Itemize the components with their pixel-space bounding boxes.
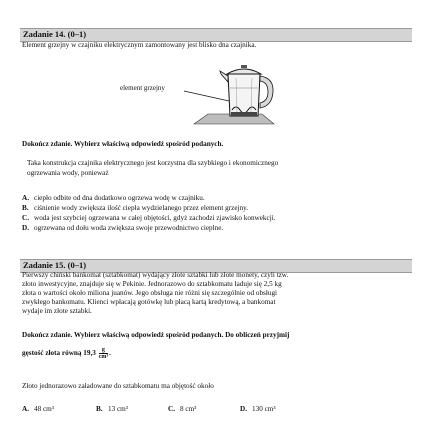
option-text: 130 cm³ <box>252 405 276 413</box>
option-letter: D. <box>22 224 29 232</box>
option-letter: D. <box>240 405 247 413</box>
option-text: ciśnienie wody zwiększa ilość ciepła wydzielanego przez element grzejny. <box>34 204 249 212</box>
task-14-option-b[interactable] <box>22 204 248 213</box>
option-letter: C. <box>22 214 29 222</box>
option-text: 48 cm³ <box>34 405 54 413</box>
option-text: ciepło odbite od dna dodatkowo ogrzewa wodę w czajniku. <box>34 194 205 202</box>
task-15-intro-line5: wydaje im złote sztabki. <box>22 307 92 315</box>
task-15-option-c[interactable] <box>168 405 196 414</box>
task-15-intro-line2: złoto inwestycyjne, znajduje się w Pekinie. Jednorazowo do sztabkomatu ładuje się 2,5 kg <box>22 280 282 288</box>
task-15-header: Zadanie 15. (0–1) <box>23 260 87 270</box>
task-15-stem: Złoto jednorazowo załadowane do sztabkomatu ma objętość około <box>22 382 214 390</box>
sentence-period: . <box>109 349 111 358</box>
option-letter: B. <box>96 405 103 413</box>
option-text: 13 cm³ <box>108 405 128 413</box>
option-letter: A. <box>22 194 29 202</box>
option-letter: A. <box>22 405 29 413</box>
option-text: woda jest szybciej ogrzewana w całej objętości, gdyż zachodzi zjawisko konwekcji. <box>34 214 276 222</box>
option-letter: B. <box>22 204 29 212</box>
task-14-header-bar <box>20 28 412 42</box>
figure-label: element grzejny <box>120 84 165 92</box>
density-text: gęstość złota równą 19,3 <box>22 349 96 358</box>
unit-numerator: g <box>99 347 108 354</box>
task-15-option-a[interactable] <box>22 405 54 414</box>
task-14-header: Zadanie 14. (0–1) <box>23 29 87 39</box>
kettle-figure <box>170 58 290 133</box>
density-unit <box>99 347 108 360</box>
task-15-instruction-line1: Dokończ zdanie. Wybierz właściwą odpowiedź spośród podanych. Do obliczeń przyjmij <box>22 331 290 339</box>
option-text: 8 cm³ <box>180 405 197 413</box>
task-14-stem-line1: Taka konstrukcja czajnika elektrycznego jest korzystna dla szybkiego i ekonomicznego <box>27 159 279 167</box>
task-14-stem-line2: ogrzewania wody, ponieważ <box>27 169 109 177</box>
task-15-intro-line4: zwykłego bankomatu. Klienci wpłacają gotówkę lub płacą kartą kredytową, a bankomat <box>22 298 276 306</box>
task-15-option-b[interactable] <box>96 405 128 414</box>
task-15-instruction-line2 <box>22 347 111 360</box>
task-14-option-c[interactable] <box>22 214 276 223</box>
task-14-option-a[interactable] <box>22 194 205 203</box>
option-letter: C. <box>168 405 175 413</box>
task-15-intro-line3: złota o wartości około miliona juanów. Jego obsługa nie różni się szczególnie od obsługi <box>22 289 278 297</box>
option-text: ogrzewana od dołu woda zwiększa swoje przewodnictwo cieplne. <box>34 224 224 232</box>
task-15-intro-line1: Pierwszy chiński bankomat (sztabkomat) wydający złote sztabki lub złote monety, czyli tzw. <box>22 271 289 279</box>
task-15-option-d[interactable] <box>240 405 276 414</box>
unit-denominator: cm³ <box>98 354 109 360</box>
task-14-instruction: Dokończ zdanie. Wybierz właściwą odpowiedź spośród podanych. <box>22 140 224 148</box>
task-14-intro: Element grzejny w czajniku elektrycznym zamontowany jest blisko dna czajnika. <box>22 41 257 49</box>
task-14-option-d[interactable] <box>22 224 223 233</box>
